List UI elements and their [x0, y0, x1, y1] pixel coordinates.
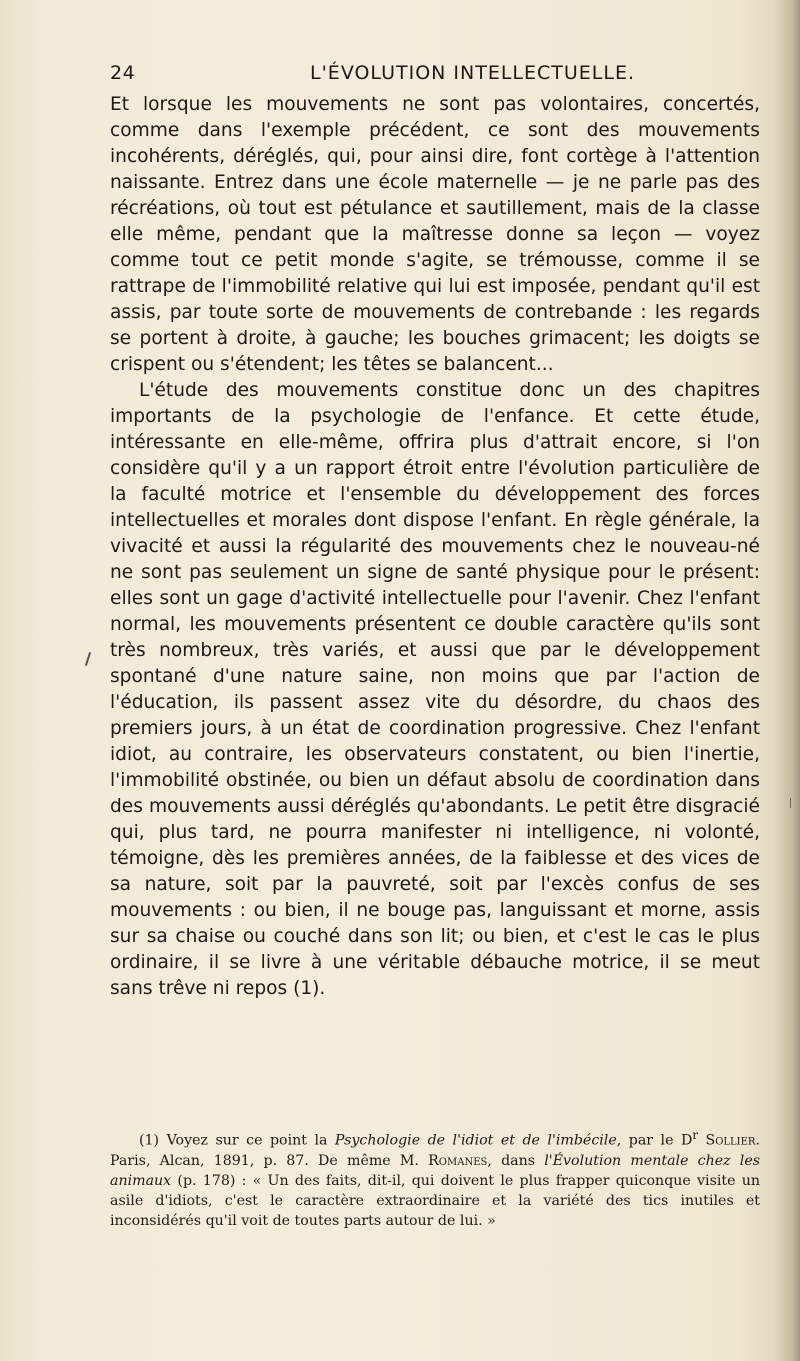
paragraph-2: L'étude des mouvements constitue donc un des chapitres importants de la psychologie de l'enfance. Et cette étude, intéressante en elle-même, offrira plus d'attrait encore, si l'on considère qu'il y a un rapport étroit entre l'évolution particulière de la faculté motrice et l'ensemble du développement des forces intellectuelles et morales dont dispose l'enfant. En règle générale, la vivacité et aussi la régularité des mouvements chez le nouveau-né ne sont pas seulement un signe de santé physique pour le présent: elles sont un gage d'activité intellectuelle pour l'avenir. Chez l'enfant normal, les mouvements présentent ce double caractère qu'ils sont très nombreux, très variés, et aussi que par le développement spontané d'une nature saine, non moins que par l'action de l'éducation, ils passent assez vite du désordre, du chaos des premiers jours, à un état de coordination progressive. Chez l'enfant idiot, au contraire, les observateurs constatent, ou bien l'inertie, l'immobilité obstinée, ou bien un défaut absolu de coordination dans des mouvements aussi déréglés qu'abondants. Le petit être disgracié qui, plus tard, ne pourra manifester ni intelligence, ni volonté, témoigne, dès les premières années, de la faiblesse et des vices de sa nature, soit par la pauvreté, soit par l'excès confus de ses mouvements : ou bien, il ne bouge pas, languissant et morne, assis sur sa chaise ou couché dans son lit; ou bien, et c'est le cas le plus ordinaire, il se livre à une véritable débauche motrice, il se meut sans trêve ni repos (1).	[110, 380, 760, 999]
footnote-text-3: . Paris, Alcan, 1891, p. 87. De même M.	[110, 1132, 760, 1169]
footnote-author-1: Sollier	[705, 1132, 756, 1149]
footnote-title-1: Psychologie de l'idiot et de l'imbécile	[334, 1132, 617, 1149]
running-title: L'ÉVOLUTION INTELLECTUELLE.	[310, 62, 635, 84]
footnote-text-1: Voyez sur ce point la	[166, 1132, 328, 1149]
page-edge-shadow	[774, 0, 800, 1361]
footnote-author-2: Romanes	[428, 1152, 488, 1169]
footnote-title-2: l'Évolution mentale chez les animaux	[110, 1152, 761, 1189]
footnote	[110, 1125, 760, 1231]
paragraph-1: Et lorsque les mouvements ne sont pas volontaires, concertés, comme dans l'exemple précédent, ce sont des mouvements incohérents, déréglés, qui, pour ainsi dire, font cortège à l'attention naissante. Entrez dans une école maternelle — je ne parle pas des récréations, où tout est pétulance et sautillement, mais de la classe elle même, pendant que la maîtresse donne sa leçon — voyez comme tout ce petit monde s'agite, se trémousse, comme il se rattrape de l'immobilité relative qui lui est imposée, pendant qu'il est assis, par toute sorte de mouvements de contrebande : les regards se portent à droite, à gauche; les bouches grimacent; les doigts se crispent ou s'étendent; les têtes se balancent...	[110, 94, 760, 375]
running-head	[110, 62, 755, 86]
main-text	[110, 92, 760, 1002]
footnote-marker: (1)	[139, 1132, 160, 1149]
margin-mark-right	[790, 798, 791, 808]
page-number: 24	[110, 62, 136, 84]
footnote-superscript: r	[692, 1128, 698, 1142]
margin-mark	[85, 652, 91, 666]
footnote-text-2: , par le D	[616, 1132, 693, 1149]
footnote-text-5: (p. 178) : « Un des faits, dit-il, qui doivent le plus frapper quiconque visite un asile d'idiots, c'est le caractère extraordinaire et la variété des tics inutiles et inconsidérés qu'il voit de toutes parts autour de lui. »	[110, 1172, 760, 1229]
footnote-text-4: , dans	[487, 1152, 536, 1169]
